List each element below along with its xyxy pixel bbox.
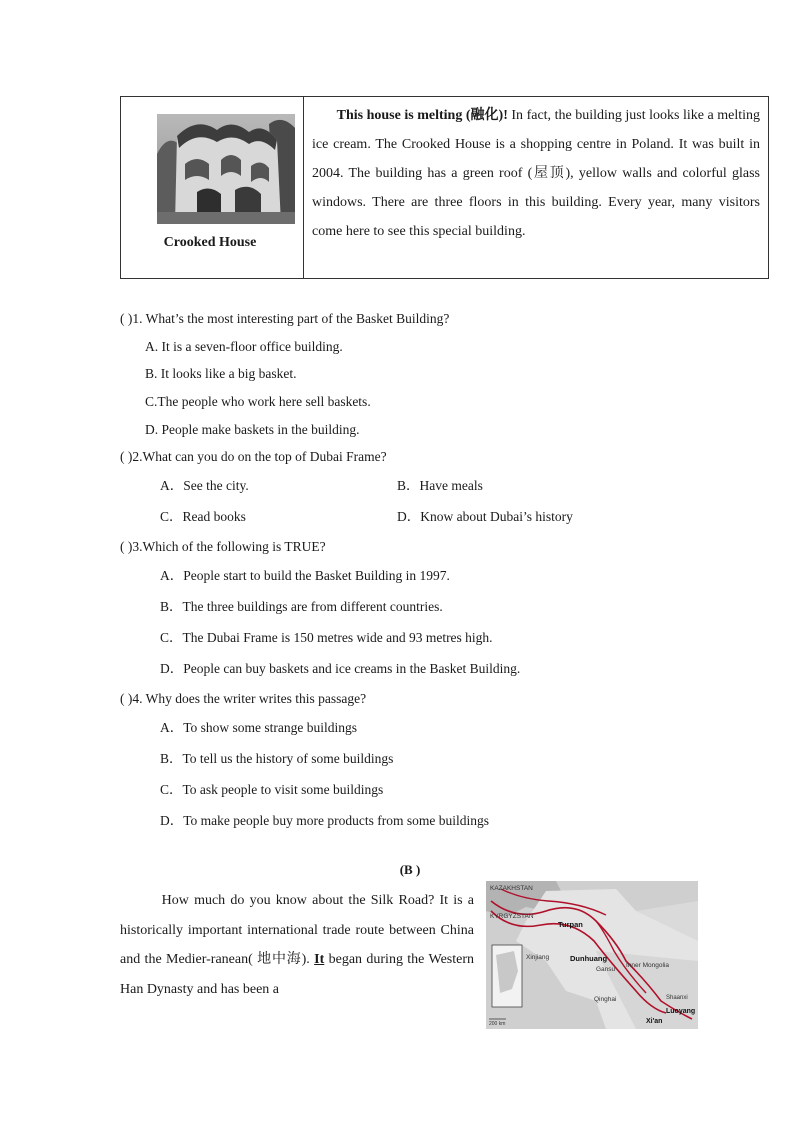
- map-label-gansu: Gansu: [596, 966, 616, 973]
- map-label-xian: Xi'an: [646, 1018, 663, 1025]
- question-3-option-b: B．The three buildings are from different countries.: [160, 599, 443, 614]
- underlined-word: It: [314, 952, 325, 967]
- silk-road-map: [486, 881, 698, 1029]
- map-label-turpan: Turpan: [558, 920, 583, 929]
- answer-bracket[interactable]: ( ): [120, 691, 133, 706]
- question-1-stem: ( )1. What’s the most interesting part of the Basket Building?: [120, 311, 450, 326]
- question-4-option-c: C．To ask people to visit some buildings: [160, 782, 384, 797]
- question-1-option-c: C.The people who work here sell baskets.: [145, 394, 371, 409]
- passage-a-text: [312, 101, 760, 246]
- answer-bracket[interactable]: ( ): [120, 311, 133, 326]
- question-2-option-c: C．Read books: [160, 509, 246, 524]
- question-3-stem: ( )3.Which of the following is TRUE?: [120, 539, 326, 554]
- answer-bracket[interactable]: ( ): [120, 539, 133, 554]
- question-4-stem: ( )4. Why does the writer writes this passage?: [120, 691, 367, 706]
- photo-caption: Crooked House: [163, 235, 257, 250]
- crooked-house-photo: [157, 114, 295, 224]
- map-label-xinjiang: Xinjiang: [526, 954, 550, 961]
- question-1-option-b: B. It looks like a big basket.: [145, 366, 297, 381]
- map-label-shaanxi: Shaanxi: [666, 995, 688, 1001]
- question-2-option-d: D．Know about Dubai’s history: [397, 509, 573, 524]
- question-2-option-b: B．Have meals: [397, 478, 483, 493]
- passage-b-text: How much do you know about the Silk Road? It is a historically important international trade route between China and the Medier-ranean( 地中海). It began during the Western Han Dynasty and has been a: [120, 893, 475, 997]
- passage-a-body: In fact, the building just looks like a melting ice cream. The Crooked House is a shopping centre in Poland. It was built in 2004. The building has a green roof (屋顶), yellow walls and colorful glass windows. There are three floors in this building. Every year, many visitors come here to see this special building.: [312, 108, 760, 239]
- question-1-option-d: D. People make baskets in the building.: [145, 422, 360, 437]
- map-label-luoyang: Luoyang: [666, 1008, 696, 1015]
- question-2-stem: ( )2.What can you do on the top of Dubai Frame?: [120, 449, 387, 464]
- question-3-option-c: C．The Dubai Frame is 150 metres wide and 93 metres high.: [160, 630, 493, 645]
- map-label-dunhuang: Dunhuang: [570, 954, 608, 963]
- passage-a-divider: [303, 96, 304, 279]
- map-label-kyrgyzstan: KYRGYZSTAN: [490, 913, 534, 920]
- question-3-option-d: D．People can buy baskets and ice creams in the Basket Building.: [160, 661, 521, 676]
- map-label-kazakhstan: KAZAKHSTAN: [490, 885, 533, 892]
- question-4-option-b: B．To tell us the history of some buildings: [160, 751, 394, 766]
- question-4-option-a: A．To show some strange buildings: [160, 720, 358, 735]
- question-2-option-a: A．See the city.: [160, 478, 249, 493]
- question-3-option-a: A．People start to build the Basket Building in 1997.: [160, 568, 450, 583]
- map-label-qinghai: Qinghai: [594, 996, 617, 1003]
- passage-a-lead: This house is melting (融化)!: [336, 108, 508, 123]
- question-4-option-d: D．To make people buy more products from some buildings: [160, 813, 489, 828]
- map-label-inner-mongolia: Inner Mongolia: [626, 962, 669, 969]
- map-scale: 200 km: [489, 1021, 506, 1027]
- question-1-option-a: A. It is a seven-floor office building.: [145, 339, 343, 354]
- answer-bracket[interactable]: ( ): [120, 449, 133, 464]
- section-b-title: (B ): [399, 862, 421, 877]
